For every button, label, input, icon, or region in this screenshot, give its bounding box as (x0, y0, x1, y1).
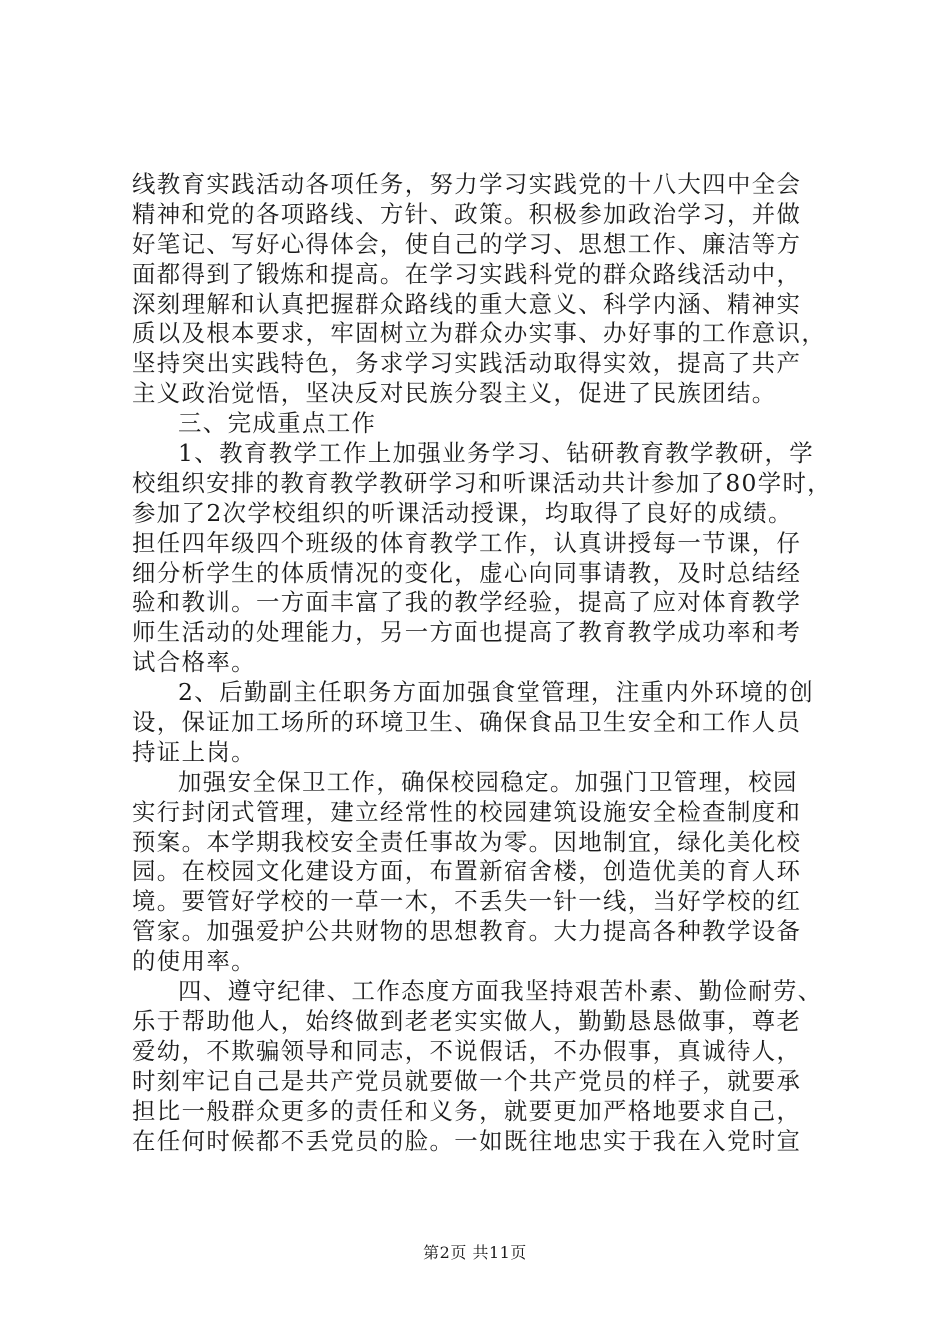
text-line: 2、后勤副主任职务方面加强食堂管理，注重内外环境的创 (178, 678, 815, 707)
text-line: 验和教训。一方面丰富了我的教学经验，提高了应对体育教学 (132, 588, 802, 617)
text-line: 主义政治觉悟，坚决反对民族分裂主义，促进了民族团结。 (132, 379, 777, 408)
text-line: 乐于帮助他人，始终做到老老实实做人，勤勤恳恳做事，尊老 (132, 1006, 802, 1035)
text-line: 深刻理解和认真把握群众路线的重大意义、科学内涵、精神实 (132, 289, 802, 318)
text-line: 三、完成重点工作 (178, 409, 377, 438)
text-line: 坚持突出实践特色，务求学习实践活动取得实效，提高了共产 (132, 349, 802, 378)
text-line: 质以及根本要求，牢固树立为群众办实事、办好事的工作意识， (132, 319, 827, 348)
text-line: 细分析学生的体质情况的变化，虚心向同事请教，及时总结经 (132, 558, 802, 587)
text-line: 境。要管好学校的一草一木，不丢失一针一线，当好学校的红 (132, 887, 802, 916)
text-line: 实行封闭式管理，建立经常性的校园建筑设施安全检查制度和 (132, 797, 802, 826)
text-line: 时刻牢记自己是共产党员就要做一个共产党员的样子，就要承 (132, 1066, 802, 1095)
text-line: 的使用率。 (132, 947, 256, 976)
text-line: 担比一般群众更多的责任和义务，就要更加严格地要求自己， (132, 1096, 802, 1125)
page-footer: 第2页 共11页 (423, 1243, 527, 1262)
text-line: 在任何时候都不丢党员的脸。一如既往地忠实于我在入党时宣 (132, 1126, 802, 1155)
text-line: 园。在校园文化建设方面，布置新宿舍楼，创造优美的育人环 (132, 857, 802, 886)
text-line: 线教育实践活动各项任务，努力学习实践党的十八大四中全会 (132, 170, 802, 198)
text-line: 师生活动的处理能力，另一方面也提高了教育教学成功率和考 (132, 618, 802, 647)
text-line: 面都得到了锻炼和提高。在学习实践科党的群众路线活动中， (132, 259, 802, 288)
text-line: 校组织安排的教育教学教研学习和听课活动共计参加了80学时， (132, 468, 832, 497)
text-line: 持证上岗。 (132, 737, 256, 766)
text-line: 担任四年级四个班级的体育教学工作，认真讲授每一节课，仔 (132, 528, 802, 557)
text-line: 参加了2次学校组织的听课活动授课，均取得了良好的成绩。 (132, 498, 793, 527)
text-line: 试合格率。 (132, 648, 256, 677)
text-line: 精神和党的各项路线、方针、政策。积极参加政治学习，并做 (132, 199, 802, 228)
text-line: 四、遵守纪律、工作态度方面我坚持艰苦朴素、勤俭耐劳、 (178, 977, 823, 1006)
text-line: 好笔记、写好心得体会，使自己的学习、思想工作、廉洁等方 (132, 229, 802, 258)
text-line: 预案。本学期我校安全责任事故为零。因地制宜，绿化美化校 (132, 827, 802, 856)
document-body (132, 170, 832, 1156)
text-line: 1、教育教学工作上加强业务学习、钻研教育教学教研，学 (178, 439, 815, 468)
text-line: 设，保证加工场所的环境卫生、确保食品卫生安全和工作人员 (132, 708, 802, 737)
text-line: 爱幼，不欺骗领导和同志，不说假话，不办假事，真诚待人， (132, 1036, 802, 1065)
text-line: 管家。加强爱护公共财物的思想教育。大力提高各种教学设备 (132, 917, 802, 946)
text-line: 加强安全保卫工作，确保校园稳定。加强门卫管理，校园 (178, 767, 798, 796)
